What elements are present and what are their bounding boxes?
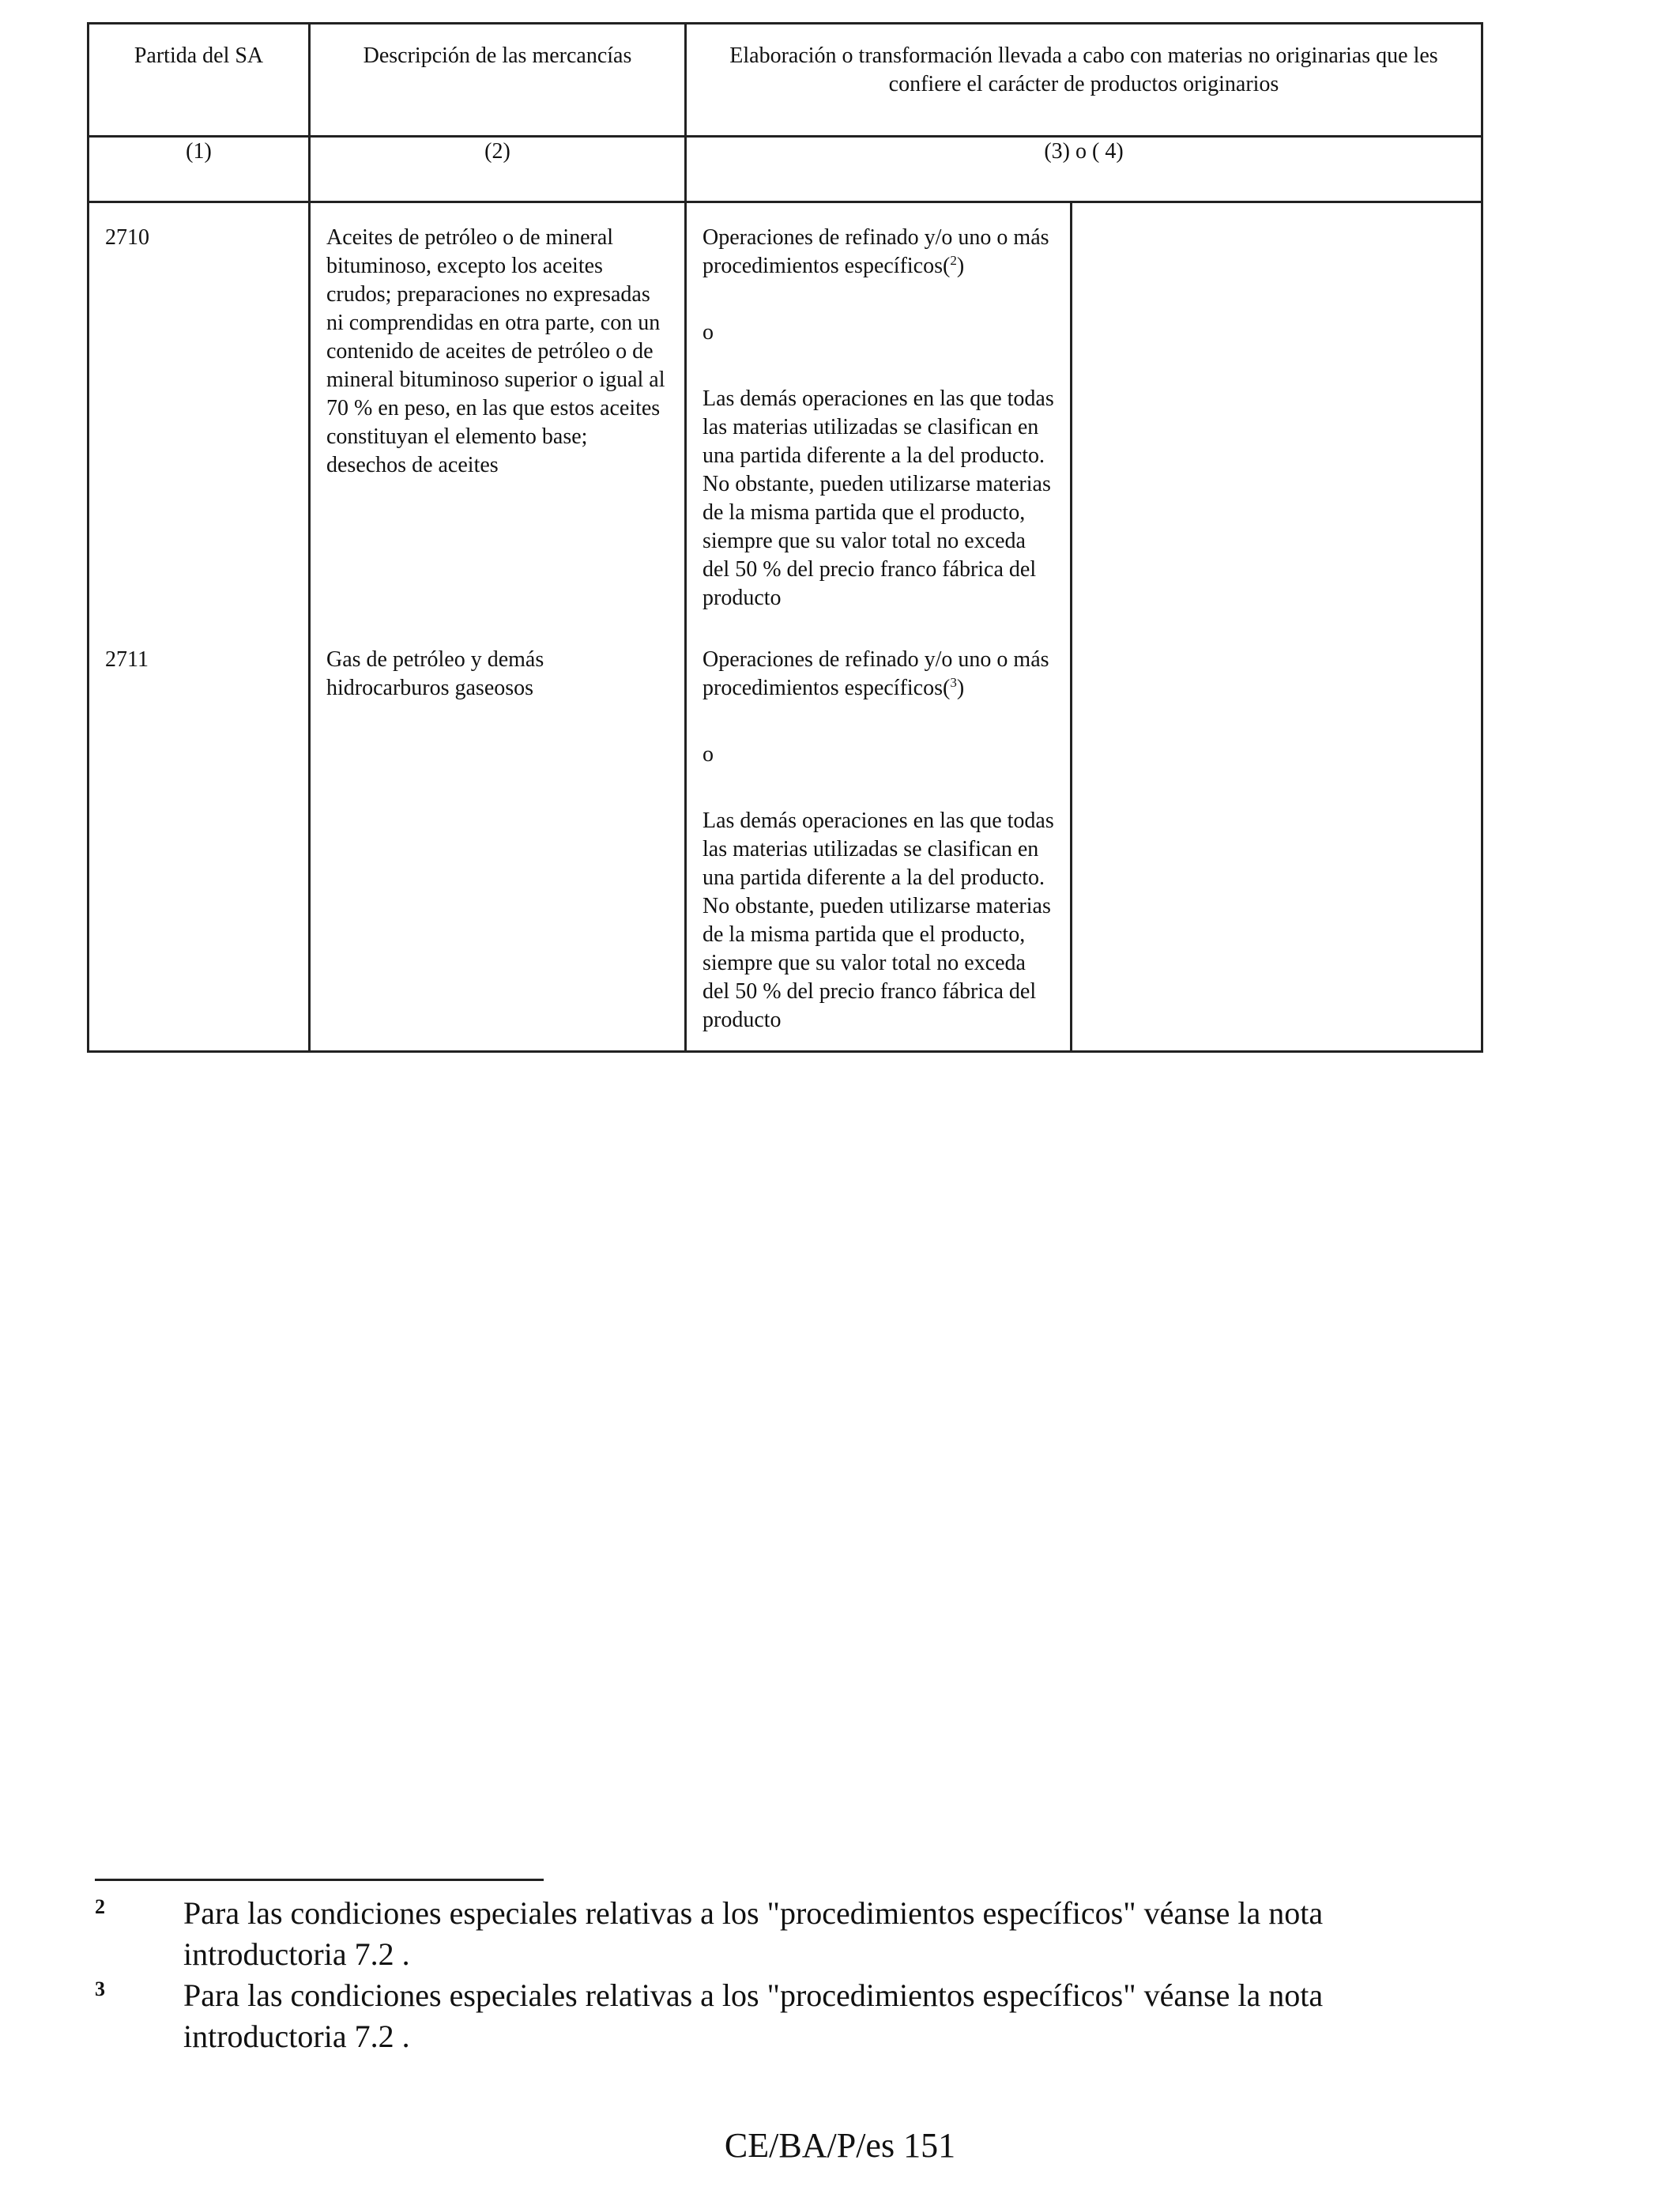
- footnote-separator: [95, 1879, 544, 1881]
- page-reference: CE/BA/P/es 151: [724, 2126, 956, 2165]
- goods-description: Gas de petróleo y demás hidrocarburos gaseosos: [310, 613, 686, 1052]
- processing-rule: [686, 613, 1072, 1052]
- rule-option-2: Las demás operaciones en las que todas las materias utilizadas se clasifican en una partida diferente a la del producto. No obstante, pueden utilizarse materias de la misma partida que el producto, siempre que su valor total no exceda del 50 % del precio franco fábrica del producto: [703, 809, 1054, 1032]
- header-hs-heading: Partida del SA: [89, 24, 310, 137]
- footnote-ref: 3: [950, 675, 957, 690]
- table-row: [89, 613, 1482, 1052]
- footnote: [95, 1975, 1486, 2057]
- footnote-text: Para las condiciones especiales relativas a los "procedimientos específicos" véanse la nota introductoria 7.2 .: [183, 1895, 1324, 1972]
- rule-option-1: Operaciones de refinado y/o uno o más procedimientos específicos($^3$): [703, 647, 1049, 700]
- rules-of-origin-table: [87, 22, 1483, 1053]
- column-4-cell: [1072, 613, 1482, 1052]
- header-description: Descripción de las mercancías: [310, 24, 686, 137]
- rule-or: o: [703, 320, 714, 345]
- column-4-cell: [1072, 202, 1482, 613]
- footnote-mark: 3: [95, 1977, 105, 2000]
- column-number-2: (2): [310, 137, 686, 202]
- column-number-row: [89, 137, 1482, 202]
- footnotes: [95, 1893, 1486, 2057]
- rule-option-1: Operaciones de refinado y/o uno o más procedimientos específicos($^2$): [703, 225, 1049, 278]
- hs-code: 2711: [89, 613, 310, 1052]
- rule-option-2: Las demás operaciones en las que todas las materias utilizadas se clasifican en una partida diferente a la del producto. No obstante, pueden utilizarse materias de la misma partida que el producto, siempre que su valor total no exceda del 50 % del precio franco fábrica del producto: [703, 386, 1054, 610]
- column-number-3-4: (3) o ( 4): [686, 137, 1482, 202]
- processing-rule: [686, 202, 1072, 613]
- rule-or: o: [703, 742, 714, 767]
- footnote-text: Para las condiciones especiales relativas a los "procedimientos específicos" véanse la nota introductoria 7.2 .: [183, 1977, 1324, 2054]
- footnote: [95, 1893, 1486, 1975]
- header-row: [89, 24, 1482, 137]
- footnote-ref: 2: [950, 253, 957, 268]
- column-number-1: (1): [89, 137, 310, 202]
- goods-description: Aceites de petróleo o de mineral bituminoso, excepto los aceites crudos; preparaciones no expresadas ni comprendidas en otra parte, con un contenido de aceites de petróleo o de mineral bituminoso superior o igual al 70 % en peso, en las que estos aceites constituyan el elemento base; desechos de aceites: [310, 202, 686, 613]
- table-row: [89, 202, 1482, 613]
- footnote-mark: 2: [95, 1895, 105, 1918]
- header-processing: Elaboración o transformación llevada a cabo con materias no originarias que les confiere el carácter de productos originarios: [686, 24, 1482, 137]
- hs-code: 2710: [89, 202, 310, 613]
